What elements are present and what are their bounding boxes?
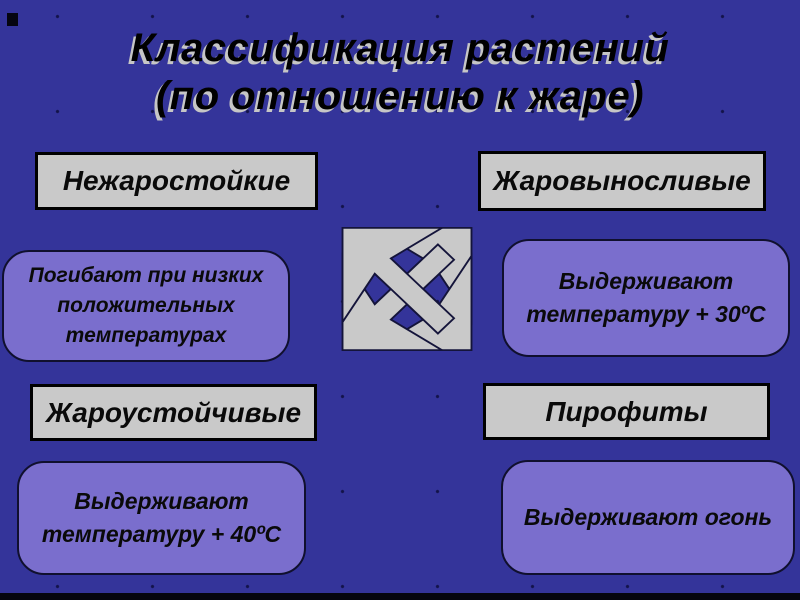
description-box-nonheatresistant [2, 250, 290, 362]
description-box-heatresistant [17, 461, 306, 575]
description-line: положительных [57, 294, 235, 317]
description-box-heattolerant [502, 239, 790, 357]
description-line: температурах [65, 324, 227, 347]
category-box-pyrophytes [483, 383, 770, 440]
bottom-edge-bar [0, 593, 800, 600]
expand-arrows-icon [312, 199, 502, 379]
description-line: температуру + 30ºС [526, 301, 766, 327]
category-label: Жаровыносливые [493, 165, 751, 196]
slide-title-line1: Классификация растений [130, 26, 670, 70]
description-line: Выдерживают [558, 268, 734, 294]
category-label: Жароустойчивые [45, 396, 302, 428]
description-line: Выдерживают [74, 488, 249, 514]
description-line: Выдерживают огонь [523, 504, 773, 530]
category-box-nonheatresistant [35, 152, 318, 210]
description-line: температуру + 40ºС [41, 521, 282, 547]
slide-title-line2: (по отношению к жаре) [155, 74, 645, 118]
description-box-pyrophytes [501, 460, 795, 575]
category-label: Нежаростойкие [62, 165, 291, 196]
slide-title [0, 24, 800, 120]
category-label: Пирофиты [545, 395, 708, 427]
description-line: Погибают при низких [28, 264, 264, 287]
category-box-heatresistant [30, 384, 317, 441]
category-box-heattolerant [478, 151, 766, 211]
